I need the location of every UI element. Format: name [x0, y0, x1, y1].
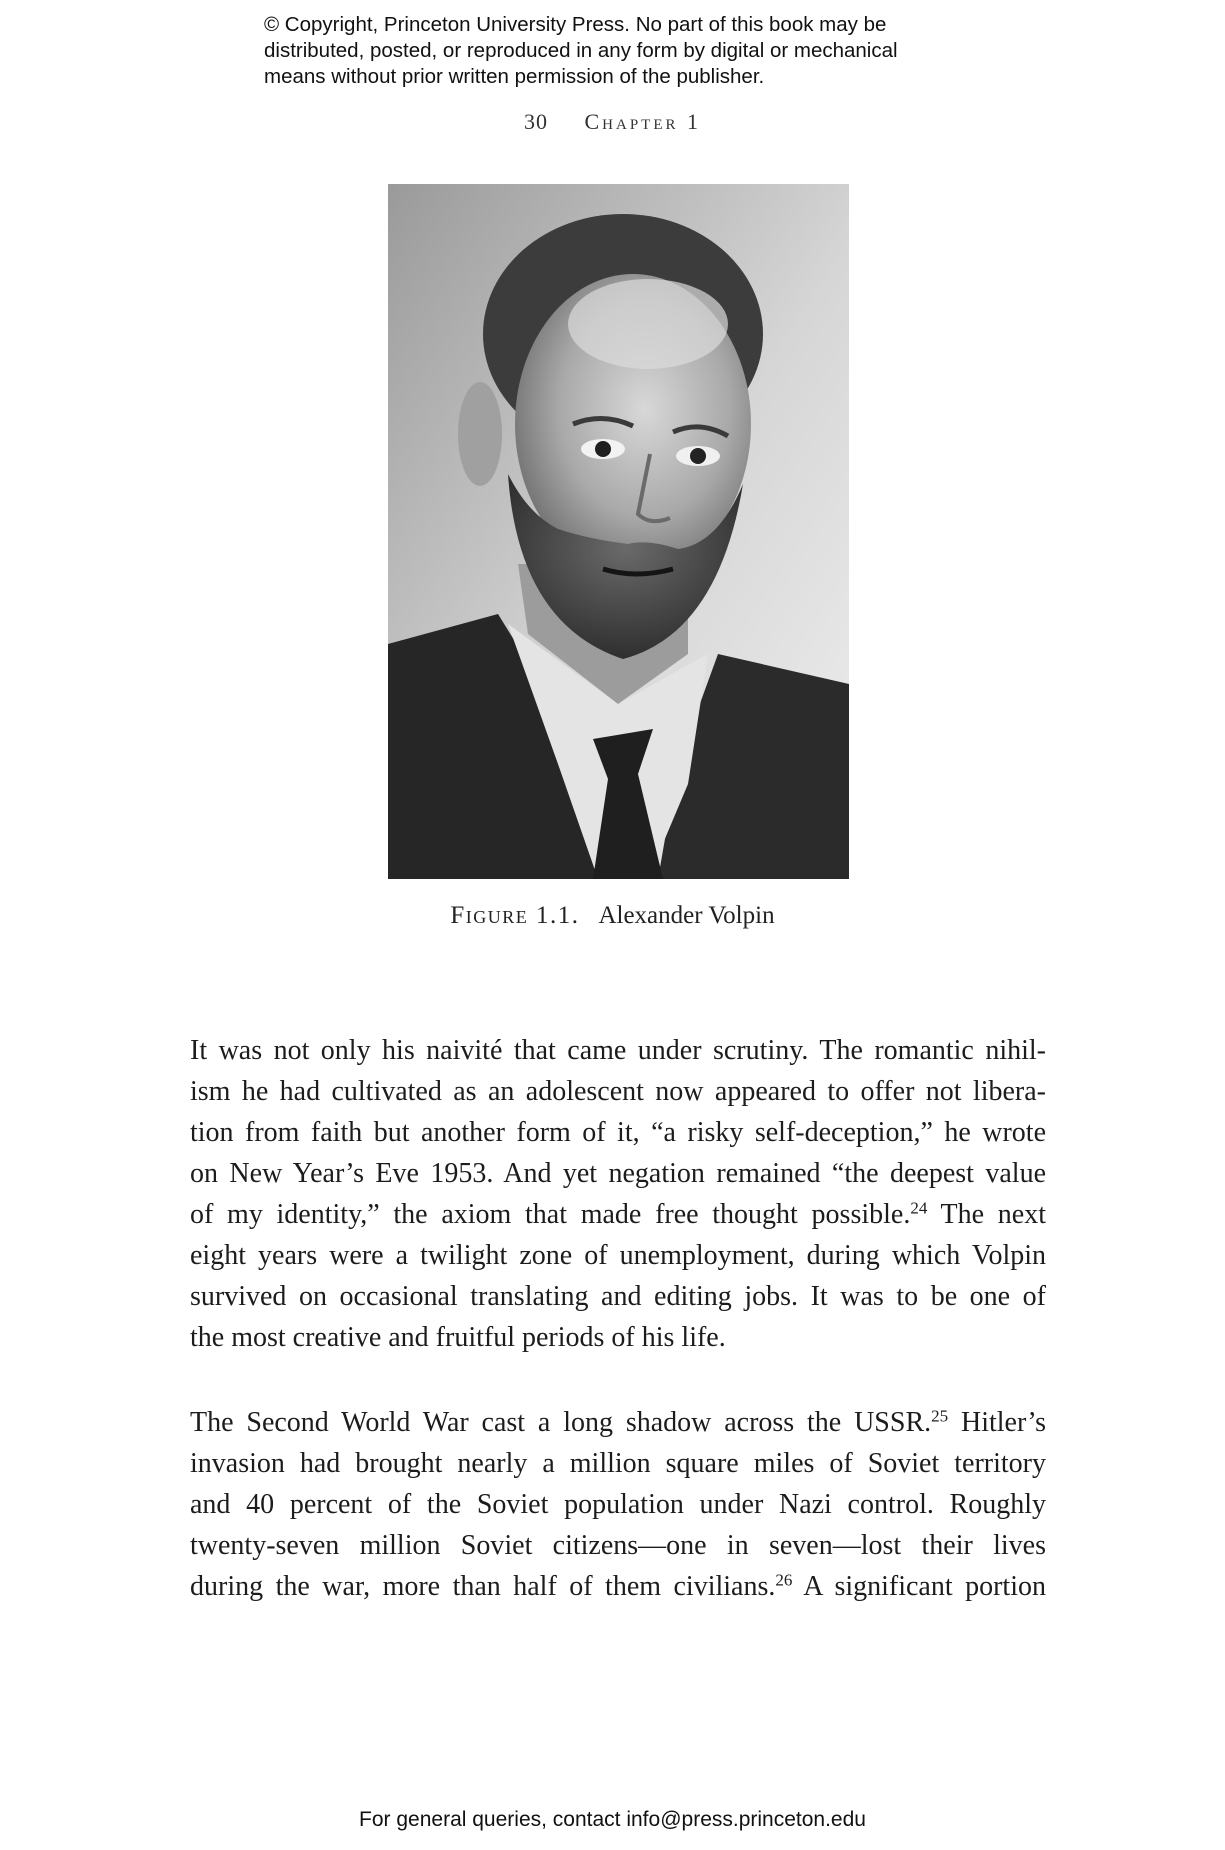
text-line: eight years were a twilight zone of unemployment, during which Volpin — [190, 1240, 1046, 1271]
text-line: ism he had cultivated as an adolescent now appeared to offer not libera- — [190, 1076, 1046, 1107]
figure-label: Figure 1.1. — [450, 902, 580, 929]
text-line: survived on occasional translating and editing jobs. It was to be one of — [190, 1281, 1046, 1312]
portrait-illustration — [388, 184, 849, 879]
figure-caption-text: Alexander Volpin — [598, 902, 775, 929]
text-segment: The Second World War cast a long shadow across the USSR. — [190, 1407, 932, 1438]
text-segment: Hitler’s — [948, 1407, 1046, 1438]
text-line — [190, 1194, 1046, 1235]
page-number: 30 — [523, 109, 548, 134]
portrait-photo — [388, 184, 849, 879]
text-segment: The next — [927, 1199, 1047, 1230]
text-line: on New Year’s Eve 1953. And yet negation remained “the deepest value — [190, 1158, 1046, 1189]
text-line: It was not only his naivité that came under scrutiny. The romantic nihil- — [190, 1035, 1046, 1066]
footer-contact: For general queries, contact info@press.princeton.edu — [359, 1808, 866, 1831]
running-head — [0, 109, 1225, 135]
chapter-title: Chapter 1 — [584, 109, 701, 134]
figure-caption — [0, 902, 1225, 930]
text-segment: A significant portion — [792, 1571, 1046, 1602]
text-line: invasion had brought nearly a million square miles of Soviet territory — [190, 1448, 1046, 1479]
text-line — [190, 1402, 1046, 1443]
paragraph-1 — [190, 1030, 1046, 1358]
paragraph-2 — [190, 1402, 1046, 1607]
text-line: the most creative and fruitful periods of his life. — [190, 1322, 726, 1353]
text-segment: during the war, more than half of them civilians. — [190, 1571, 776, 1602]
text-line: twenty-seven million Soviet citizens—one in seven—lost their lives — [190, 1530, 1046, 1561]
copyright-line: means without prior written permission of the publisher. — [264, 65, 765, 88]
copyright-notice — [264, 12, 1024, 90]
footnote-ref: 24 — [910, 1198, 928, 1218]
text-line — [190, 1566, 1046, 1607]
copyright-line: distributed, posted, or reproduced in any form by digital or mechanical — [264, 39, 898, 62]
text-line: tion from faith but another form of it, “a risky self-deception,” he wrote — [190, 1117, 1046, 1148]
footnote-ref: 26 — [775, 1570, 793, 1590]
text-segment: of my identity,” the axiom that made free thought possible. — [190, 1199, 911, 1230]
text-line: and 40 percent of the Soviet population under Nazi control. Roughly — [190, 1489, 1046, 1520]
copyright-line: © Copyright, Princeton University Press. No part of this book may be — [264, 13, 887, 36]
footnote-ref: 25 — [931, 1406, 949, 1426]
